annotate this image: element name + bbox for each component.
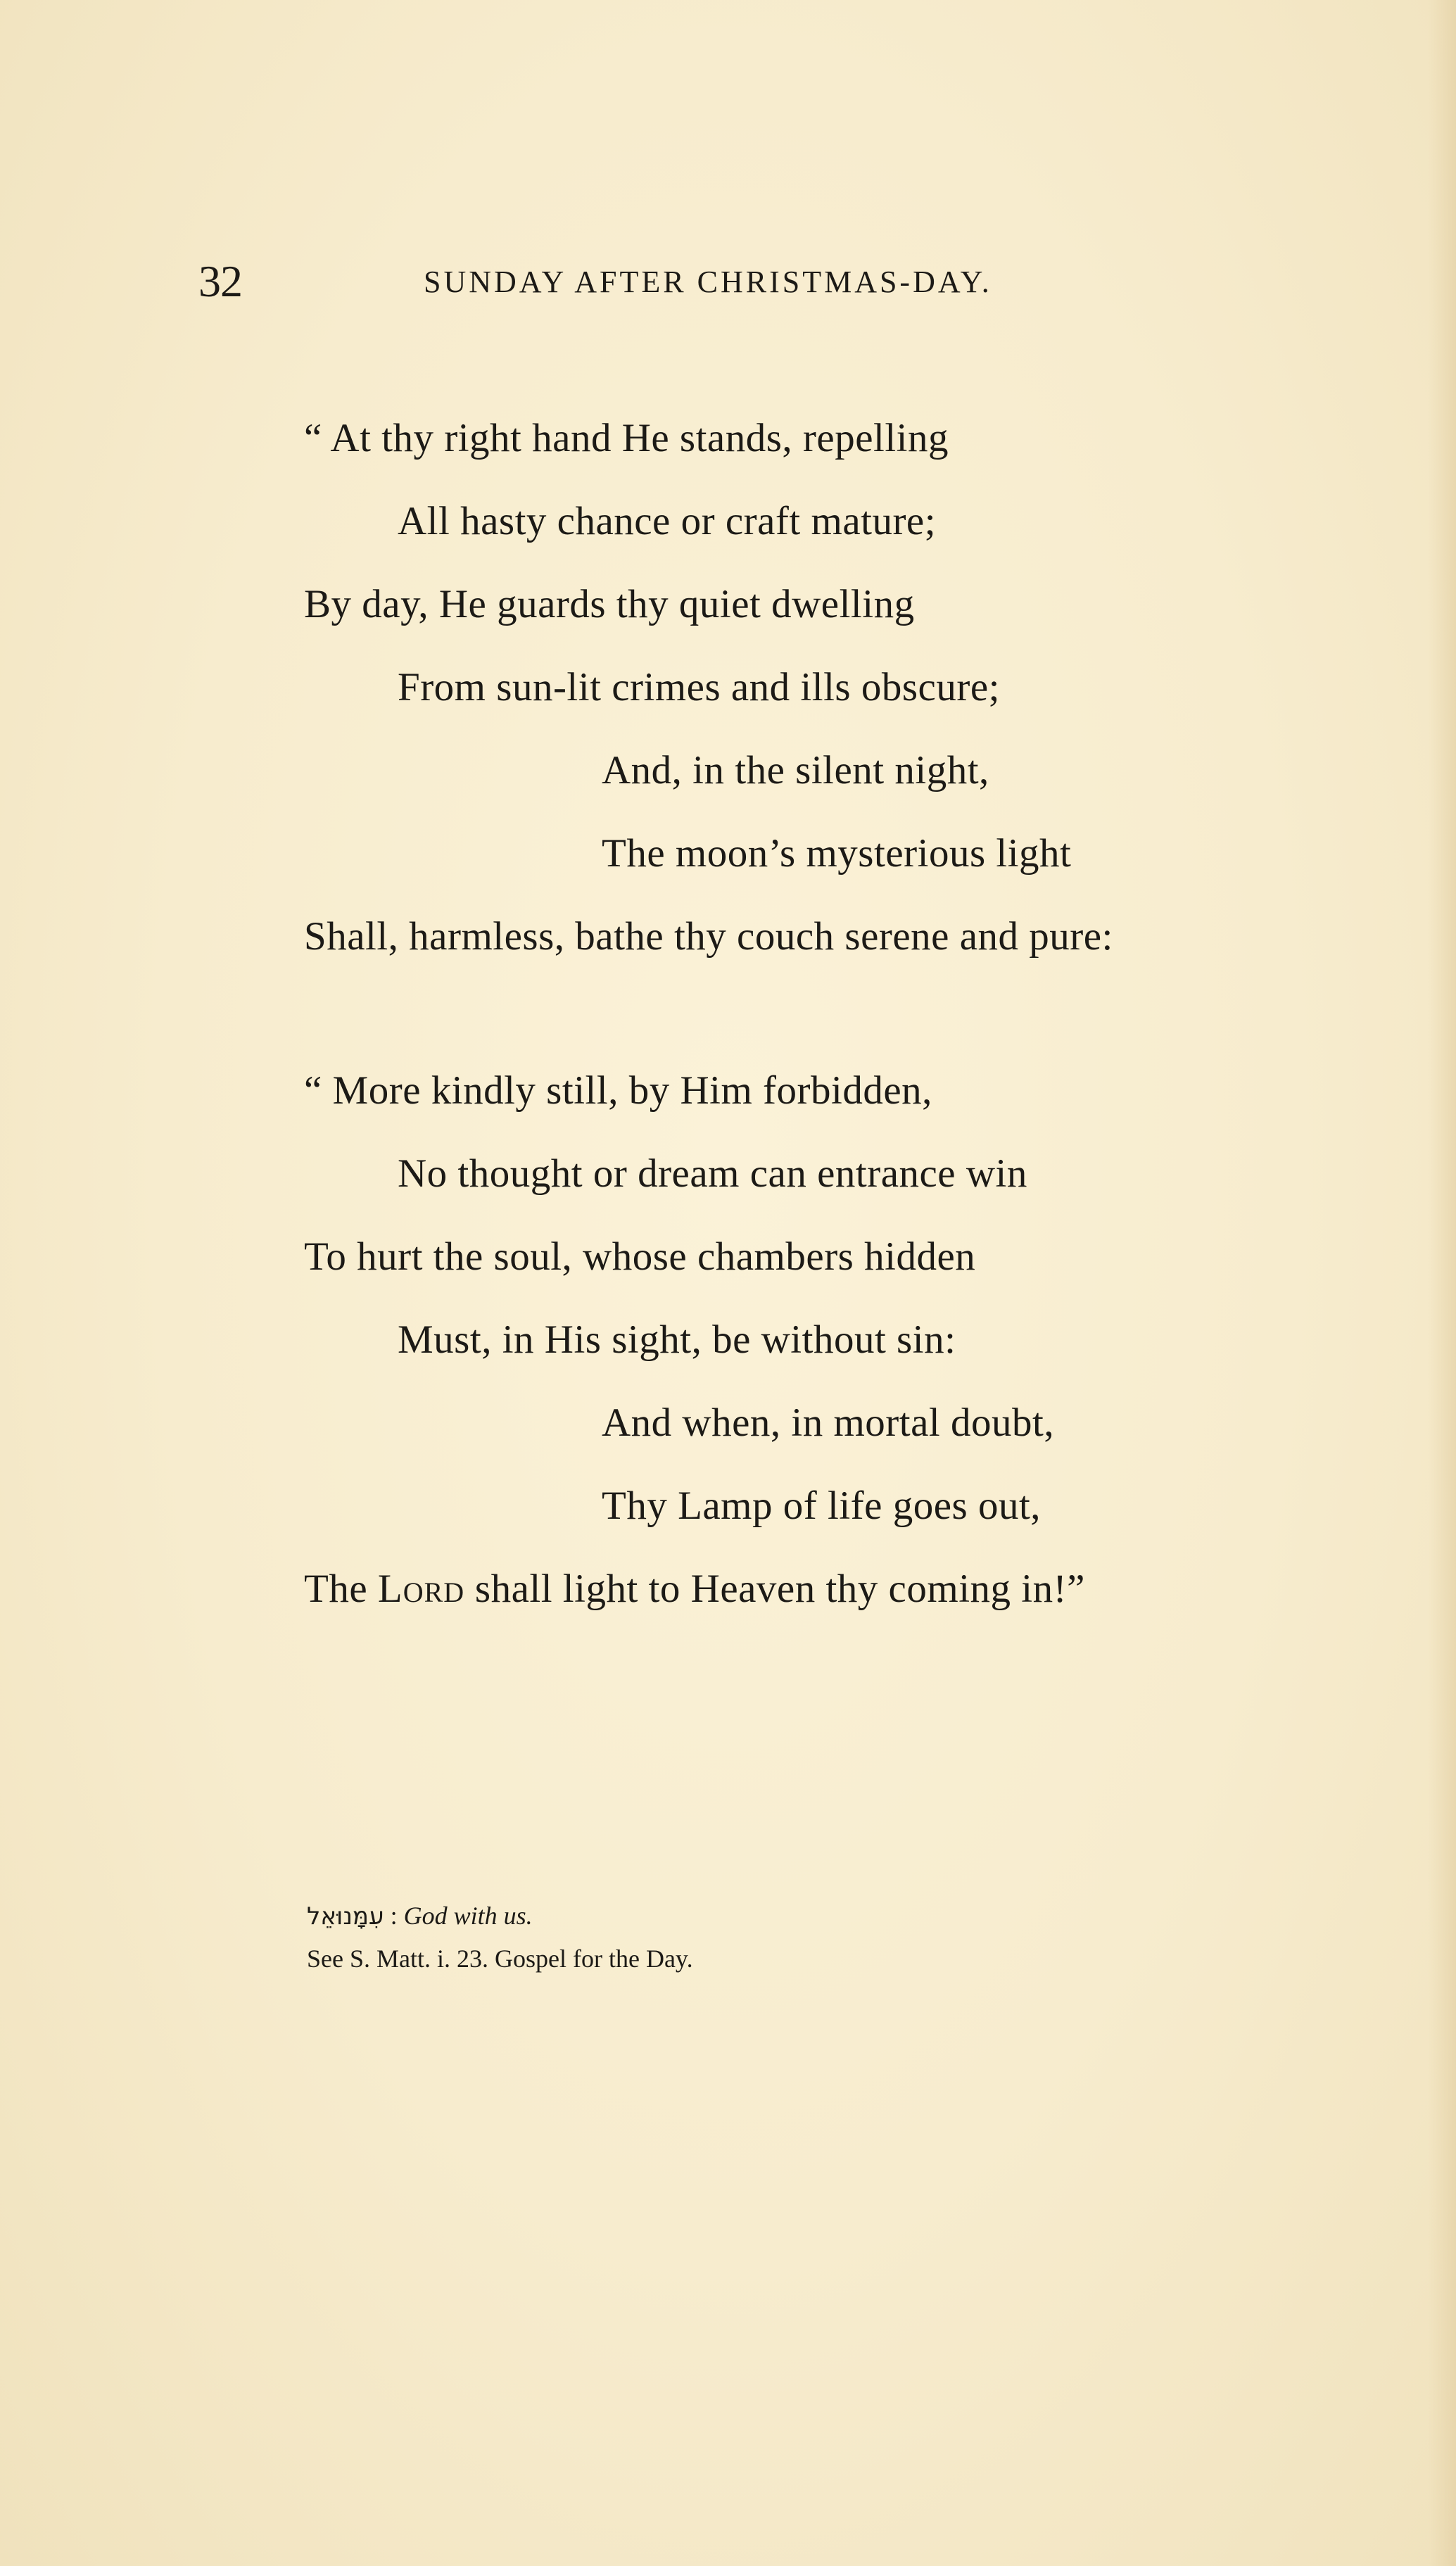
footnote-hebrew [307,1895,1222,1938]
running-head [198,257,1127,306]
page-number: 32 [198,256,242,306]
verse-line: By day, He guards thy quiet dwelling [304,582,915,626]
hebrew-word: עִמָּנוּאֵל [307,1902,384,1930]
verse-line: Shall, harmless, bathe thy couch serene and pure: [304,914,1113,959]
verse-line: “ At thy right hand He stands, repelling [304,416,949,460]
verse-line: Thy Lamp of life goes out, [602,1484,1042,1528]
verse-line: Must, in His sight, be without sin: [398,1317,956,1362]
footnote-separator: : [384,1902,404,1930]
footnotes [307,1895,1222,1980]
verse-line: And when, in mortal doubt, [602,1401,1055,1445]
verse-line: “ More kindly still, by Him forbidden, [304,1068,932,1113]
small-caps-lord: Lord [377,1567,465,1611]
verse-line: From sun-lit crimes and ills obscure; [398,665,1000,709]
verse-line-last [304,1565,1085,1614]
verse-line: The moon’s mysterious light [602,831,1072,876]
verse-line: No thought or dream can entrance win [398,1151,1027,1196]
chapter-title: SUNDAY AFTER CHRISTMAS-DAY. [424,265,992,299]
verse-line: All hasty chance or craft mature; [398,499,937,543]
footnote-translation: God with us. [403,1902,533,1930]
verse-text: shall light to Heaven thy coming in!” [464,1567,1085,1611]
verse-text: The [304,1567,378,1611]
verse-line: And, in the silent night, [602,748,989,792]
verse-line: To hurt the soul, whose chambers hidden [304,1234,976,1279]
footnote-reference: See S. Matt. i. 23. Gospel for the Day. [307,1945,693,1973]
page-edge-shadow [1428,0,1456,2566]
